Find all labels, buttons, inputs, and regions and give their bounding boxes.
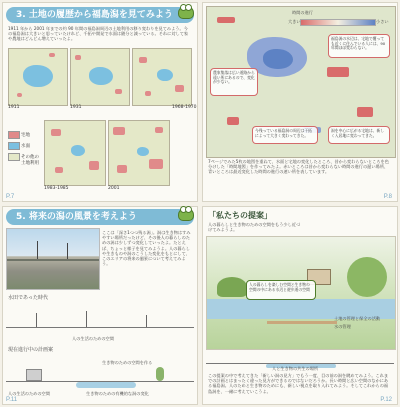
time-legend-title: 時間の進行 (292, 10, 313, 15)
photo-caption: ここは「深さ1つつ残る潟」。潟は生き物はすみやすい場所だったけど、その後人の暮らしのための潟は少しずつ変化していったよ。たとえば、ちょっと様子を見てみようよ。人の暮らしや生きものや潟のこうした変化をもとにして、このエリアの将来の風景について考えてみよう。 (102, 230, 191, 267)
page-8-body: 7ページでみた5枚の地図を重ねて、水面と宅地の変化したところ、昔から変わらないところを色分けした「時間地図」を作ってみたよ。赤いところは昔から変わらない時間の進行の遅い場所、青いところは最近変化した時間の進行の速い所を表しています。 (208, 159, 389, 175)
page-7-title: 3. 土地の履歴から福島潟を見てみよう (6, 7, 194, 23)
page-11 (2, 206, 198, 405)
time-legend-small: 小さい (376, 19, 389, 24)
legend-house-swatch (8, 131, 20, 139)
page-number: P.11 (6, 397, 18, 403)
label-people-space: 人の生活のための空間 (8, 391, 50, 396)
time-legend-bar (300, 19, 376, 26)
map-year-1968-1970: 1968-1970 (172, 105, 197, 110)
legend-other-swatch (8, 153, 20, 161)
map-year-1931: 1931 (70, 105, 82, 110)
map-year-1911: 1911 (8, 105, 20, 110)
legend-water-swatch (8, 142, 20, 150)
page-12 (202, 206, 398, 405)
lake-photo (6, 228, 100, 290)
callout-farm-village: 農家集落は広い道路から遠い所にあるので、変化が少ない。 (210, 68, 258, 96)
callout-lake-waterfront: 福島潟の水辺は、宅地で覆っても近くに住んでいる人には、90 年間ほぼ変わらない。 (328, 34, 390, 58)
plan-note: 生き物のための空間を作る (102, 360, 153, 365)
map-year-2001: 2001 (108, 186, 120, 191)
map-1968-1970 (132, 48, 192, 106)
coexistence-label: 人と生き物の共生の場所 (272, 366, 319, 371)
map-2001 (108, 120, 170, 186)
section-heading-current-plan: 現在進行中の計画案 (8, 347, 54, 353)
frog-mascot-icon (178, 6, 194, 19)
label-nature-space: 生き物のための有機的な潟の変化 (86, 391, 149, 396)
legend-other-label: その他の土地利用 (21, 155, 39, 166)
page-7-intro: 1911 年から 2001 年までの約 90 年間の福島潟周辺の土地利用の移り変わりを見てみよう。今の福島潟は大きいと思っていたけれど、千拓や開発で水面は随分と減っている。それに対して家や農地はどんどん増えていったよ。 (8, 26, 189, 42)
page-7 (2, 2, 198, 202)
sketch-paddy-era (6, 306, 194, 336)
frog-mascot-icon (178, 208, 194, 221)
page-8 (202, 2, 398, 202)
map-1931 (70, 48, 130, 106)
page-11-title: 5. 将来の潟の風景を考えよう (6, 209, 194, 225)
proposal-note-water: 水の管理 (334, 324, 351, 329)
proposal-note-waterfront: 人の暮らしを楽しむ空間と生き物の空間の中にある水辺と遊歩道の空間 (246, 280, 316, 300)
callout-residential-area: 潟を中心に広がる宅地は、新しく入居地に変わってきた。 (328, 126, 390, 144)
callout-reclaimed-area: 今残っている福島潟の周辺は干拓によって大きく変わってきた。 (252, 126, 318, 144)
paddy-caption: 人の生活のための空間 (72, 336, 114, 341)
legend-house-label: 宅地 (21, 133, 30, 138)
map-year-1983-1985: 1983-1985 (44, 186, 69, 191)
proposal-note-land: 土地の管理と保全の活動 (334, 316, 381, 321)
page-12-title: 「私たちの提案」 (208, 211, 272, 220)
section-heading-paddy: 水田であった時代 (8, 295, 48, 301)
page-number: P.8 (383, 194, 392, 200)
legend-water-label: 水面 (21, 144, 30, 149)
page-number: P.12 (380, 397, 392, 403)
map-1911 (8, 48, 68, 106)
time-legend-big: 大きい (288, 19, 301, 24)
page-number: P.7 (6, 194, 15, 200)
proposal-lead: 人の暮らしと生き物のための空間をもう少し近づけてみようよ。 (208, 222, 301, 233)
map-1983-1985 (44, 120, 106, 186)
sketch-current-plan (6, 356, 194, 390)
page-12-body: この提案の中で考えてきた「新しい潟の見方」でもう一度、目の前の潟を眺めてみよう。これまでの計画とはまったく違った見方ができるのではないだろうか。長い時間と広い空間のなかにある福島潟。人のためと生き物のためにも、新しい視点を取り入れてみよう。そしてこれからの福島潟を、一緒に考えていこうよ。 (208, 373, 389, 394)
